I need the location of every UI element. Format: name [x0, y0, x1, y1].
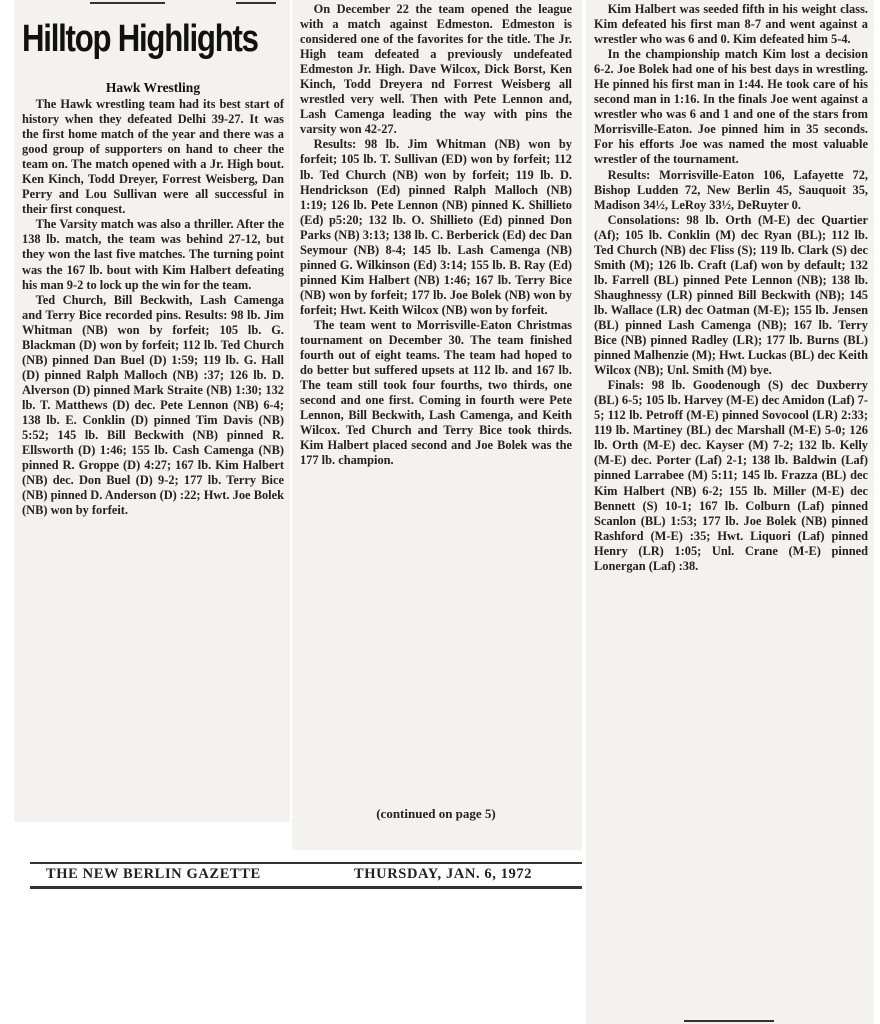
footer-rule-top: [30, 862, 582, 864]
paragraph: The Hawk wrestling team had its best start of history when they defeated Delhi 39-27. It was the first home match of the year and there was a good group of supporters on hand to cheer the team on. The match opened with a Jr. High bout. Ken Kinch, Todd Dreyer, Forrest Weisberg, Dan Perry and Lou Sullivan were all successful in their first conquest.: [22, 97, 284, 217]
top-rule: [90, 2, 165, 4]
paragraph: The Varsity match was also a thriller. After the 138 lb. match, the team was behind 27-12, but they won the last five matches. The turning point was the 167 lb. bout with Kim Halbert defeating his man 9-2 to lock up the win for the team.: [22, 217, 284, 292]
article-column-right: [594, 2, 868, 1020]
column-title: Hilltop Highlights: [22, 18, 258, 60]
section-heading: Hawk Wrestling: [105, 80, 201, 95]
paragraph: Results: Morrisville-Eaton 106, Lafayette 72, Bishop Ludden 72, New Berlin 45, Sauquoit 35, Madison 34½, LeRoy 33½, DeRuyter 0.: [594, 167, 868, 212]
paragraph: Results: 98 lb. Jim Whitman (NB) won by forfeit; 105 lb. T. Sullivan (ED) won by forfeit; 112 lb. Ted Church (NB) won by forfeit; 119 lb. D. Hendrickson (Ed) pinned Ralph Malloch (NB) 1:19; 126 lb. Pete Lennon (NB) pinned K. Shillieto (Ed) p5:20; 132 lb. O. Shillieto (Ed) pinned Don Parks (NB) 3:13; 138 lb. C. Berberick (Ed) dec Dan Seymour (NB) 8-4; 145 lb. Lash Camenga (NB) pinned G. Wilkinson (Ed) 3:14; 155 lb. B. Ray (Ed) pinned Kim Halbert (NB) 1:46; 167 lb. Terry Bice (NB) won by forfeit; 177 lb. Joe Bolek (NB) won by forfeit; Hwt. Keith Wilcox (NB) won by forfeit.: [300, 137, 572, 317]
continued-note: (continued on page 5): [376, 806, 496, 821]
paragraph: Ted Church, Bill Beckwith, Lash Camenga and Terry Bice recorded pins. Results: 98 lb. Jim Whitman (NB) won by forfeit; 105 lb. G. Blackman (D) won by forfeit; 112 lb. Ted Church (NB) pinned Dan Buel (D) 1:59; 119 lb. G. Hall (D) pinned Ralph Malloch (NB) :37; 126 lb. D. Alverson (D) pinned Mark Straite (NB) 1:30; 132 lb. T. Matthews (D) dec. Pete Lennon (NB) 6-4; 138 lb. E. Conklin (D) pinned Tim Davis (NB) 5:52; 145 lb. Bill Beckwith (NB) pinned R. Ellsworth (D) 1:46; 155 lb. Cash Camenga (NB) pinned R. Groppe (D) 4:27; 167 lb. Kim Halbert (NB) dec. Don Buel (D) 9-2; 177 lb. Terry Bice (NB) pinned D. Anderson (D) :22; Hwt. Joe Bolek (NB) won by forfeit.: [22, 292, 284, 518]
bottom-rule: [684, 1020, 774, 1022]
publication-date: THURSDAY, JAN. 6, 1972: [354, 866, 533, 882]
paragraph: Consolations: 98 lb. Orth (M-E) dec Quartier (Af); 105 lb. Conklin (M) dec Ryan (BL); 112 lb. Ted Church (NB) dec Fliss (S); 119 lb. Clark (S) dec Smith (M); 126 lb. Craft (Laf) won by default; 132 lb. Farrell (BL) pinned Pete Lennon (NB); 138 lb. Shaughnessy (LR) pinned Bill Beckwith (NB); 145 lb. Wallace (LR) dec Oatman (M-E); 155 lb. Jensen (BL) pinned Lash Camenga (NB); 167 lb. Terry Bice (NB) pinned Radley (LR); 177 lb. Burns (BL) pinned Malhenzie (M); Hwt. Luckas (BL) dec Keith Wilcox (NB); Unl. Smith (M) bye.: [594, 212, 868, 378]
top-rule-short: [236, 2, 276, 4]
paragraph: In the championship match Kim lost a decision 6-2. Joe Bolek had one of his best days in wrestling. He pinned his first man in 1:44. He took care of his second man in 1:16. In the finals Joe went against a wrestler who was 6 and 1 and one of the stars from Morrisville-Eaton. Joe pinned him in 35 seconds. For his efforts Joe was named the most valuable wrestler of the tournament.: [594, 47, 868, 167]
paragraph: On December 22 the team opened the league with a match against Edmeston. Edmeston is considered one of the favorites for the title. The Jr. High team defeated a previously undefeated Edmeston Jr. High. Dave Wilcox, Dick Borst, Ken Kinch, Todd Dreyera nd Forrest Weisberg all wrestled very well. Then with Pete Lennon and, Lash Camenga leading the way with pins the varsity won 42-27.: [300, 2, 572, 137]
paragraph: Kim Halbert was seeded fifth in his weight class. Kim defeated his first man 8-7 and went against a wrestler who was 6 and 0. Kim defeated him 5-4.: [594, 2, 868, 47]
paragraph: Finals: 98 lb. Goodenough (S) dec Duxberry (BL) 6-5; 105 lb. Harvey (M-E) dec Amidon (Laf) 7-5; 112 lb. Petroff (M-E) pinned Sovocool (LR) 2:33; 119 lb. Martiney (BL) dec Marshall (M-E) 5-0; 126 lb. Orth (M-E) dec. Kayser (M) 7-2; 132 lb. Kelly (M-E) dec. Porter (Laf) 2-1; 138 lb. Baldwin (Laf) pinned Larrabee (M) 5:11; 145 lb. Frazza (BL) dec Kim Halbert (NB) 6-2; 155 lb. Miller (M-E) dec Bennett (S) 10-1; 167 lb. Colburn (Laf) pinned Scanlon (BL) 1:53; 177 lb. Joe Bolek (NB) pinned Rashford (M-E) :35; Hwt. Liquori (Laf) pinned Henry (LR) 1:05; Unl. Crane (M-E) pinned Lonergan (Laf) :38.: [594, 378, 868, 573]
publication-name: THE NEW BERLIN GAZETTE: [46, 866, 261, 882]
paragraph: The team went to Morrisville-Eaton Christmas tournament on December 30. The team finished fourth out of eight teams. The team had hoped to do better but suffered upsets at 112 lb. and 167 lb. The team still took four fourths, two thirds, one second and one first. Coming in fourth were Pete Lennon, Bill Beckwith, Lash Camenga, and Keith Wilcox. Ted Church and Terry Bice took thirds. Kim Halbert placed second and Joe Bolek was the 177 lb. champion.: [300, 317, 572, 468]
article-column-left: [22, 97, 284, 822]
footer-rule-bottom: [30, 886, 582, 889]
article-column-middle: [300, 2, 572, 802]
